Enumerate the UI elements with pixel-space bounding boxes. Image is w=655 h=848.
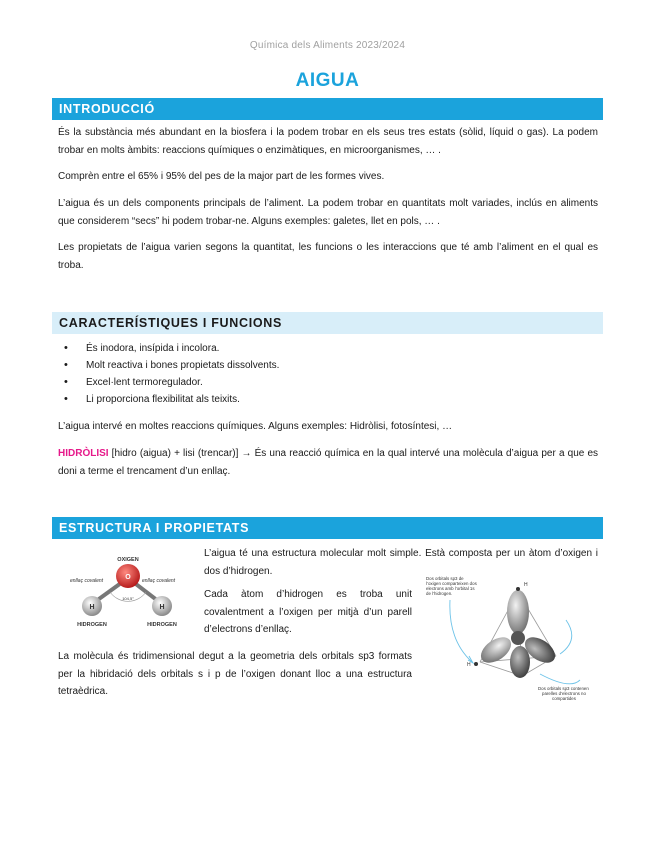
hydrogen-marker-left: H [467,662,471,668]
oxygen-nucleus [511,631,525,645]
bond-label-right: enllaç covalent [142,578,176,584]
orbital-caption-top-line-1: Dos orbitals sp3 de [426,576,464,581]
orbital-caption-top-line-2: l’oxigen comparteixen dos [426,581,477,586]
oxygen-label: OXIGEN [117,557,139,563]
intro-paragraph-4: Les propietats de l’aigua varien segons la quantitat, les funcions o les interaccions que té amb l’aliment en el qual es troba. [58,242,598,271]
structure-paragraph-2: Cada àtom d’hidrogen es troba unit covalentment a l’oxigen per mitjà d’un parell d’electrons d’enllaç. [204,589,412,635]
hydrogen-symbol-right: H [159,604,165,611]
structure-paragraph-3: La molècula és tridimensional degut a la geometria dels orbitals sp3 formats per la hibridació dels orbitals s i p de l’oxigen donant lloc a una estructura tetraèdrica. [58,651,412,697]
hydrogen-symbol-left: H [89,604,95,611]
section-heading-functions: CARACTERÍSTIQUES I FUNCIONS [52,312,603,334]
hydrogen-marker-top: H [524,582,528,588]
orbital-caption-top-line-4: de l’hidrogen. [426,591,453,596]
section-heading-structure: ESTRUCTURA I PROPIETATS [52,517,603,539]
list-item: • És inodora, insípida i incolora. [64,340,564,357]
intro-paragraph-3: L’aigua és un dels components principals de l’aliment. La podem trobar en quantitats molt variades, inclús en aliments que considerem “secs” hi podem trobar-ne. Alguns exemples: galetes, llet en pols, … . [58,198,598,227]
list-item: • Molt reactiva i bones propietats dissolvents. [64,357,564,374]
section-heading-intro: INTRODUCCIÓ [52,98,603,120]
hidrolisi-definition: [hidro (aigua) + lisi (trencar)] → És una reacció química en la qual intervé una molècula d’aigua per a que es doni a terme el trencament d’un enllaç. [58,448,598,477]
hidrolisi-label: HIDRÒLISI [58,448,109,459]
intro-paragraph-1: És la substància més abundant en la biosfera i la podem trobar en els seus tres estats (sòlid, líquid o gas). La podem trobar en molts àmbits: reaccions químiques o enzimàtiques, en microorganismes, … . [58,127,598,156]
hydrogen-label-right: HIDROGEN [147,622,177,628]
orbital-caption-bottom-line-3: compartides [552,696,576,701]
list-item: • Li proporciona flexibilitat als teixits. [64,391,564,408]
bond-angle-label: 104,5° [122,596,134,601]
tetrahedral-orbital-figure [420,570,610,710]
list-item: • Excel·lent termoregulador. [64,374,564,391]
hidrolisi-paragraph [58,445,598,481]
bond-label-left: enllaç covalent [70,578,104,584]
course-header: Química dels Aliments 2023/2024 [249,40,406,51]
oxygen-symbol: O [125,574,131,581]
hydrogen-label-left: HIDROGEN [77,622,107,628]
properties-list [64,340,564,408]
water-molecule-figure [58,552,198,630]
structure-paragraph-1: L’aigua té una estructura molecular molt simple. Està composta per un àtom d’oxigen i dos d’hidrogen. [204,548,598,577]
orbital-lobe [510,646,530,678]
orbital-caption-bottom-line-1: Dos orbitals sp3 contenen [538,686,589,691]
orbital-caption-bottom-line-2: parelles d’electrons no [542,691,586,696]
page-title: AIGUA [295,70,360,91]
orbital-caption-top-line-3: electrons amb l’orbital 1s [426,586,475,591]
orbital-lobe [507,590,529,634]
intro-paragraph-2: Comprèn entre el 65% i 95% del pes de la major part de les formes vives. [58,171,385,182]
reactions-paragraph: L’aigua intervé en moltes reaccions químiques. Alguns exemples: Hidròlisi, fotosíntesi, … [58,421,453,432]
